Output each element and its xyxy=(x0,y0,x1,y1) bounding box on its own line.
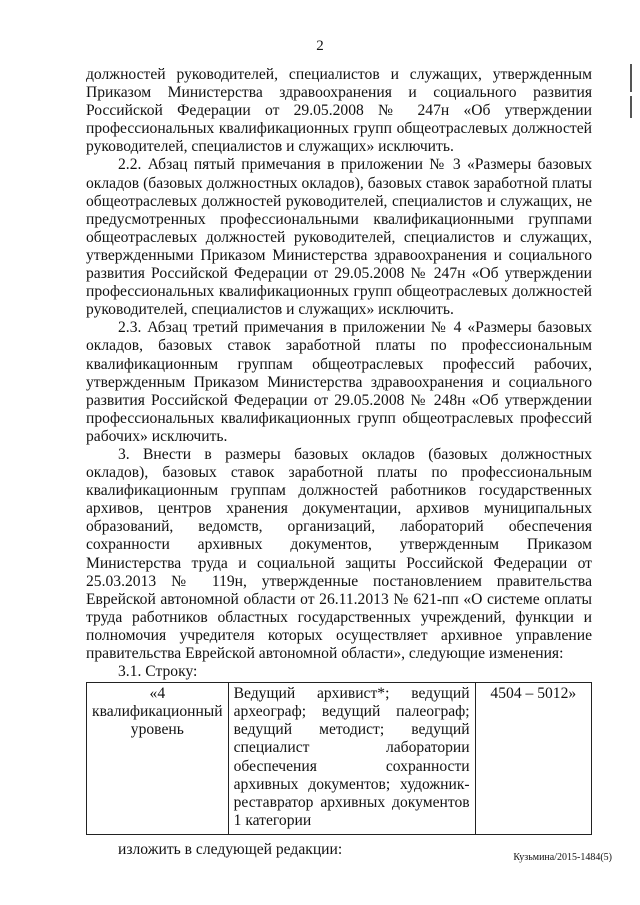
table-cell-positions: Ведущий архивист*; ведущий археограф; ведущий палеограф; ведущий методист; ведущий специалист лаборатории обеспечения сохранности архивных документов; художник-реставратор архивных документов 1 категории xyxy=(228,683,475,835)
margin-mark xyxy=(630,96,632,118)
page-number: 2 xyxy=(316,38,324,54)
document-body xyxy=(86,66,592,859)
paragraph-2-2: 2.2. Абзац пятый примечания в приложении № 3 «Размеры базовых окладов (базовых должностных окладов), базовых ставок заработной платы общеотраслевых должностей руководителей, специалистов и служащих, не предусмотренных профессиональными квалификационными группами общеотраслевых должностей руководителей, специалистов и служащих, утвержденными Приказом Министерства здравоохранения и социального развития Российской Федерации от 29.05.2008 № 247н «Об утверждении профессиональных квалификационных групп общеотраслевых должностей руководителей, специалистов и служащих» исключить. xyxy=(86,156,592,319)
qualification-table xyxy=(86,682,592,835)
margin-mark xyxy=(630,64,632,92)
table-cell-salary: 4504 – 5012» xyxy=(475,683,591,835)
paragraph-3-1: 3.1. Строку: xyxy=(118,663,198,681)
paragraph-after-table: изложить в следующей редакции: xyxy=(118,840,343,858)
table-row xyxy=(87,683,592,835)
paragraph-2-3: 2.3. Абзац третий примечания в приложении № 4 «Размеры базовых окладов, базовых ставок заработной платы по профессиональным квалификационным группам общеотраслевых профессий рабочих, утвержденным Приказом Министерства здравоохранения и социального развития Российской Федерации от 29.05.2008 № 248н «Об утверждении профессиональных квалификационных групп общеотраслевых профессий рабочих» исключить. xyxy=(86,319,592,445)
paragraph-3: 3. Внести в размеры базовых окладов (базовых должностных окладов), базовых ставок заработной платы по профессиональным квалификационным группам должностей работников государственных архивов, центров хранения документации, архивов муниципальных образований, ведомств, организаций, лабораторий обеспечения сохранности архивных документов, утвержденным Приказом Министерства труда и социальной защиты Российской Федерации от 25.03.2013 № 119н, утвержденные постановлением правительства Еврейской автономной области от 26.11.2013 № 621-пп «О системе оплаты труда работников областных государственных учреждений, функции и полномочия учредителя которых осуществляет архивное управление правительства Еврейской автономной области», следующие изменения: xyxy=(86,445,592,662)
paragraph-continuation: должностей руководителей, специалистов и служащих, утвержденным Приказом Министерства здравоохранения и социального развития Российской Федерации от 29.05.2008 № 247н «Об утверждении профессиональных квалификационных групп общеотраслевых должностей руководителей, специалистов и служащих» исключить. xyxy=(86,66,592,156)
table-cell-level: «4 квалификационный уровень xyxy=(87,683,229,835)
document-code: Кузьмина/2015-1484(5) xyxy=(513,852,612,863)
